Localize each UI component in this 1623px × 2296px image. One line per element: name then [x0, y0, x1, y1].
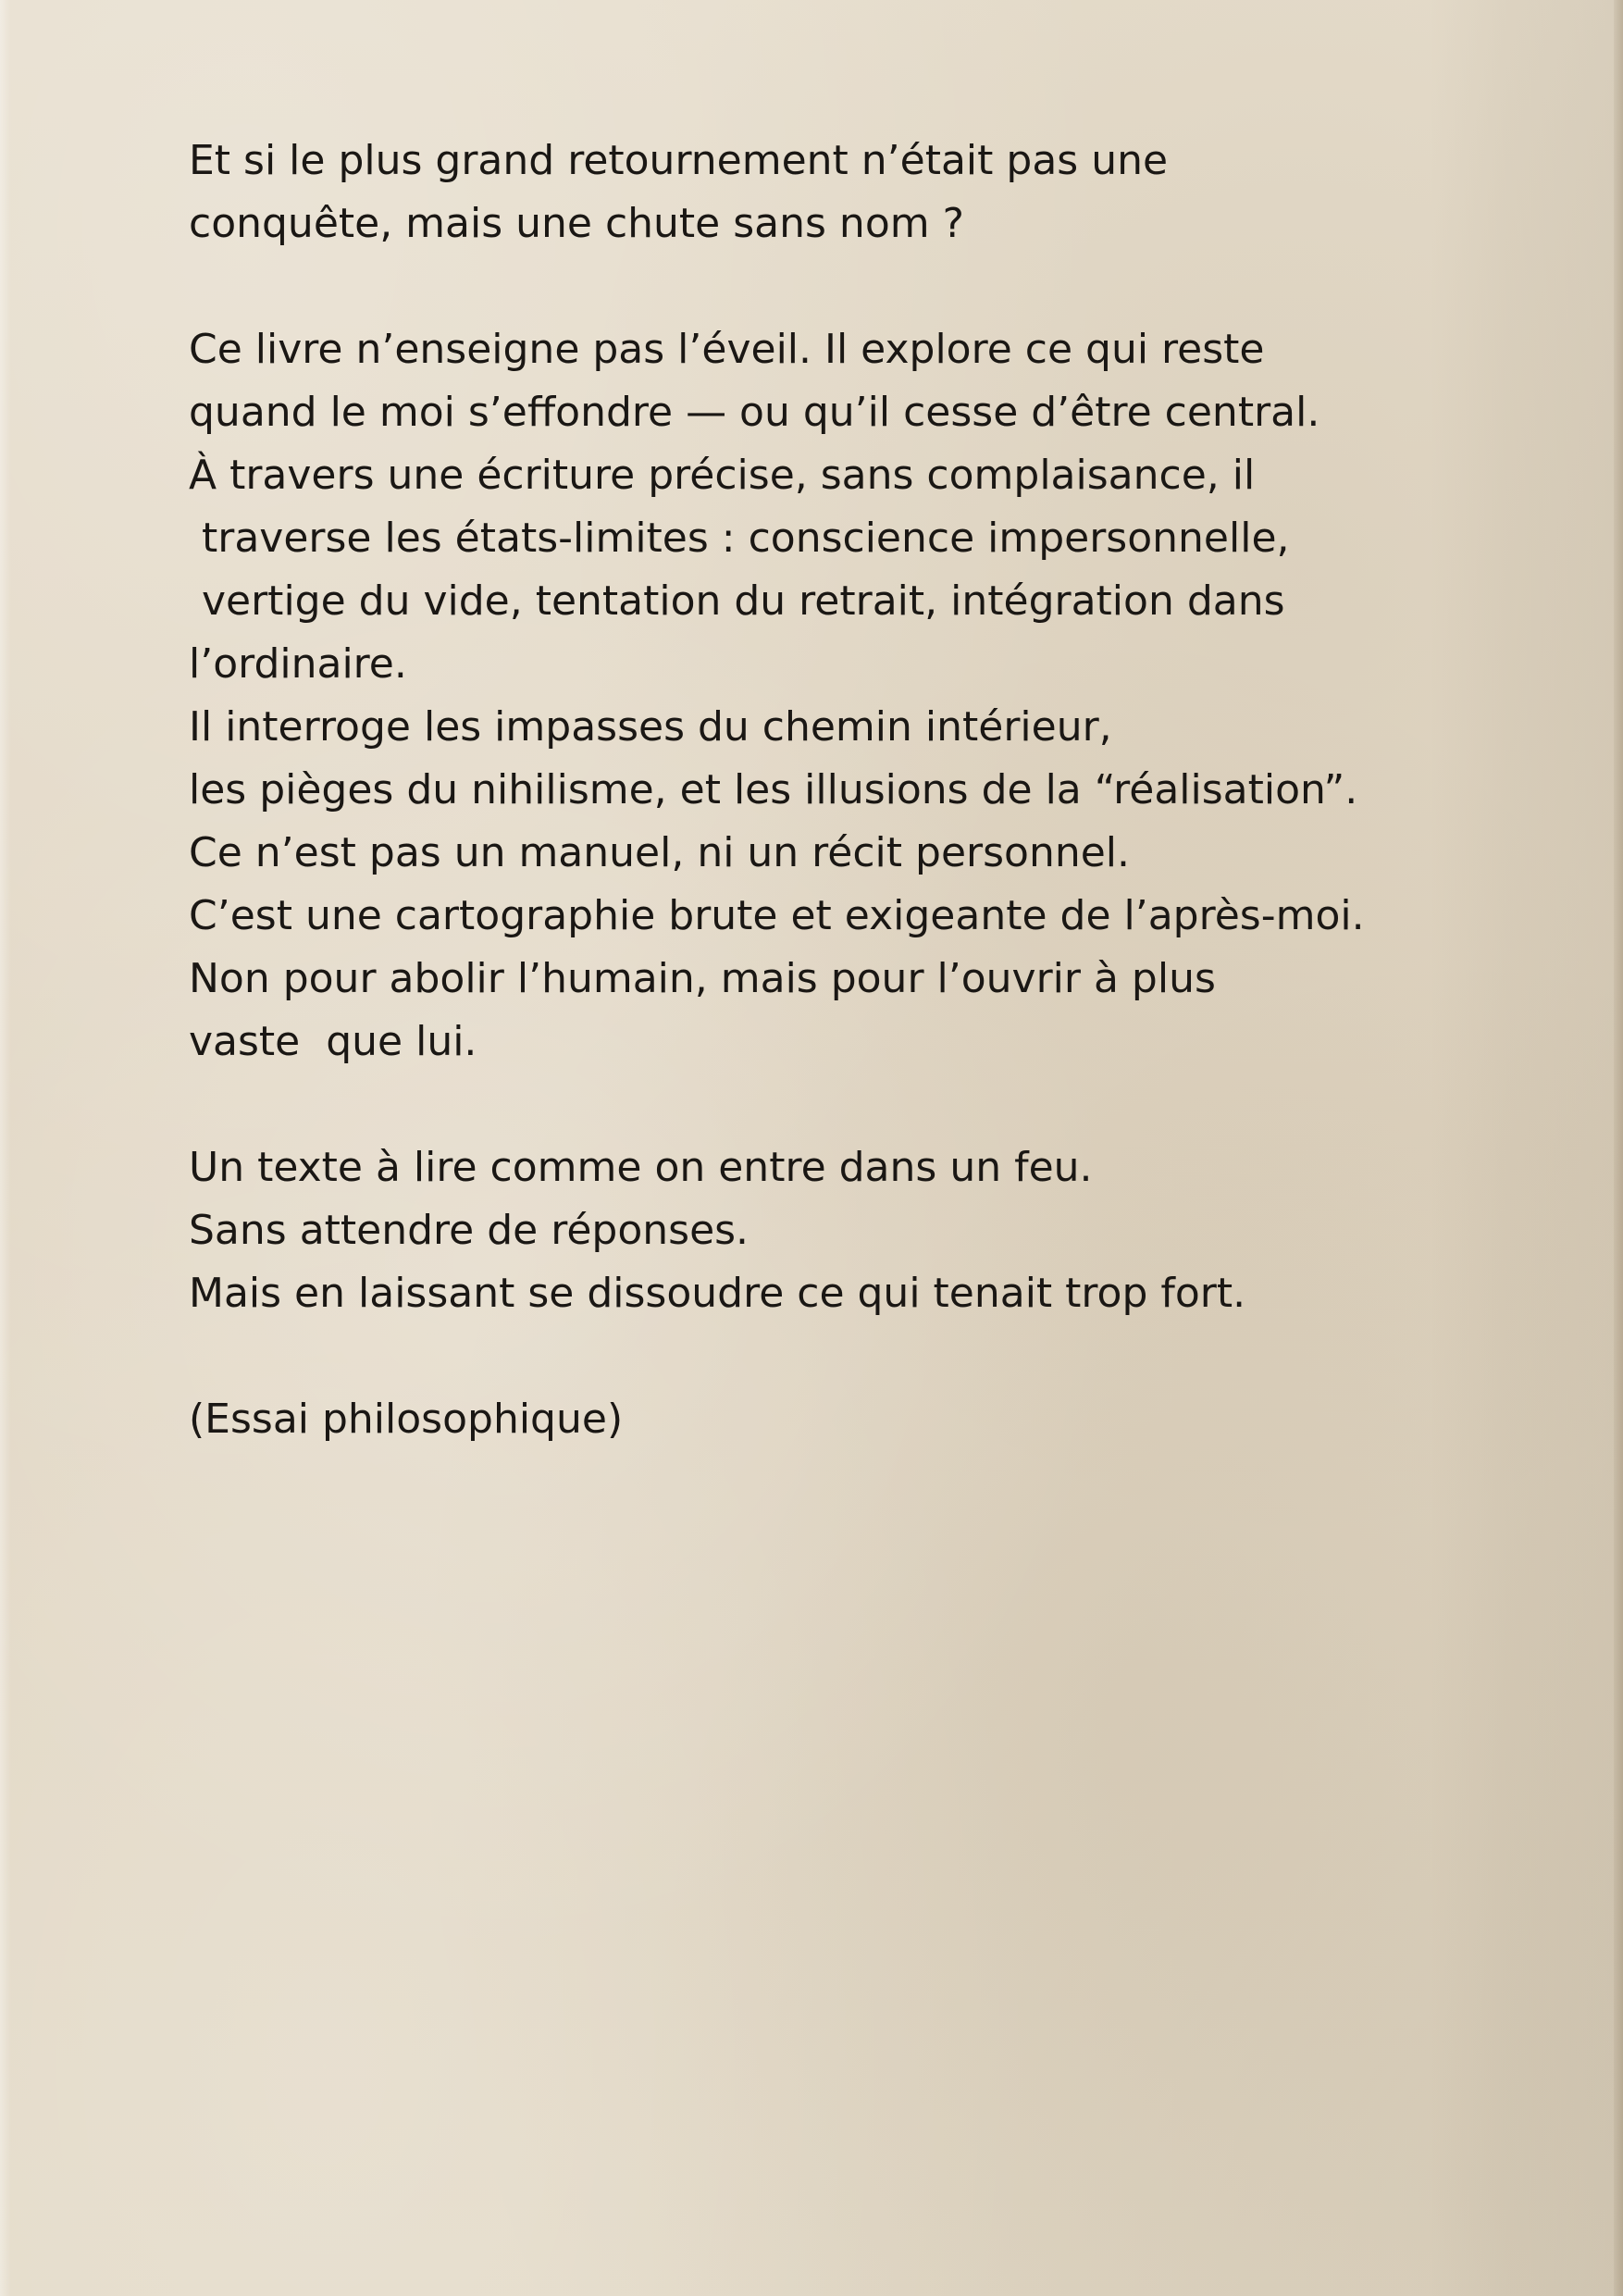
text-line: conquête, mais une chute sans nom ? [189, 200, 964, 247]
text-line: Il interroge les impasses du chemin intérieur, [189, 703, 1112, 751]
text-line: l’ordinaire. [189, 640, 407, 688]
text-line: les pièges du nihilisme, et les illusions de la “réalisation”. [189, 766, 1358, 813]
text-line: C’est une cartographie brute et exigeante de l’après-moi. [189, 892, 1365, 939]
text-line: vaste que lui. [189, 1018, 477, 1065]
paper-right-shade [1429, 0, 1623, 2296]
intro-paragraph [189, 130, 1429, 255]
closing-paragraph [189, 1136, 1429, 1325]
genre-text: (Essai philosophique) [189, 1396, 624, 1443]
paragraph-spacer [189, 1325, 1429, 1388]
text-line: Un texte à lire comme on entre dans un feu. [189, 1144, 1093, 1191]
paragraph-spacer [189, 255, 1429, 318]
text-line: Mais en laissant se dissoudre ce qui tenait trop fort. [189, 1270, 1246, 1317]
text-line: Sans attendre de réponses. [189, 1207, 750, 1254]
text-line: Ce n’est pas un manuel, ni un récit personnel. [189, 829, 1131, 876]
text-line: quand le moi s’effondre — ou qu’il cesse d’être central. [189, 389, 1320, 436]
paper-right-edge [1614, 0, 1623, 2296]
paper-left-edge [0, 0, 11, 2296]
text-line: Et si le plus grand retournement n’était pas une [189, 137, 1169, 184]
text-line: Non pour abolir l’humain, mais pour l’ouvrir à plus [189, 955, 1216, 1002]
text-line: À travers une écriture précise, sans complaisance, il [189, 452, 1256, 499]
paragraph-spacer [189, 1074, 1429, 1136]
text-line: traverse les états-limites : conscience impersonnelle, [189, 515, 1290, 562]
back-cover-text [189, 130, 1429, 1451]
description-paragraph [189, 318, 1429, 1074]
text-line: Ce livre n’enseigne pas l’éveil. Il explore ce qui reste [189, 326, 1265, 373]
genre-label [189, 1388, 1429, 1451]
text-line: vertige du vide, tentation du retrait, intégration dans [189, 577, 1285, 625]
